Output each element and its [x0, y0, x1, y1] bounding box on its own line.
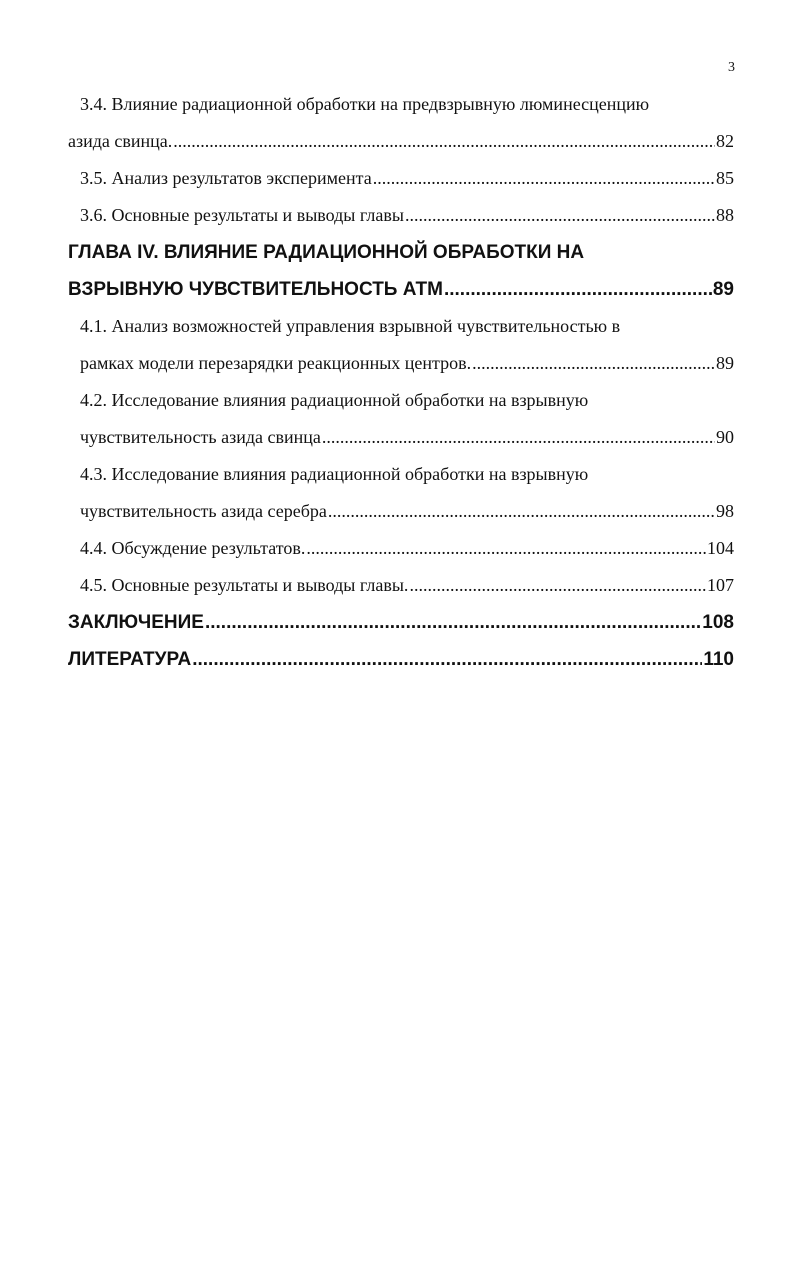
dot-leader	[409, 567, 706, 604]
toc-conclusion	[68, 604, 734, 641]
toc-line	[68, 604, 734, 641]
toc-line	[68, 419, 734, 456]
toc-line	[68, 456, 734, 493]
dot-leader	[373, 160, 715, 197]
toc-line	[68, 271, 734, 308]
toc-entry-4-3	[68, 456, 734, 530]
dot-leader	[444, 271, 712, 308]
dot-leader	[472, 345, 715, 382]
toc-line	[68, 86, 734, 123]
toc-literature	[68, 641, 734, 678]
dot-leader	[205, 604, 701, 641]
toc-page-ref: 82	[716, 131, 734, 151]
toc-line	[68, 345, 734, 382]
toc-line	[68, 123, 734, 160]
toc-entry-4-2	[68, 382, 734, 456]
toc-entry-title-continued: рамках модели перезарядки реакционных центров.	[80, 353, 472, 373]
dot-leader	[322, 419, 715, 456]
toc-line	[68, 641, 734, 678]
toc-chapter-title: ЗАКЛЮЧЕНИЕ	[68, 612, 204, 633]
toc-entry-title: 4.2. Исследование влияния радиационной обработки на взрывную	[80, 390, 589, 410]
toc-entry-title: 3.6. Основные результаты и выводы главы	[80, 205, 404, 225]
toc-entry-title: 4.5. Основные результаты и выводы главы.	[80, 575, 409, 595]
toc-entry-title-continued: чувствительность азида свинца	[80, 427, 321, 447]
toc-entry-title: 4.3. Исследование влияния радиационной обработки на взрывную	[80, 464, 589, 484]
toc-page-ref: 107	[707, 575, 734, 595]
toc-entry-title: 4.1. Анализ возможностей управления взрывной чувствительностью в	[80, 316, 621, 336]
toc-entry-4-1	[68, 308, 734, 382]
toc-chapter-title: ГЛАВА IV. ВЛИЯНИЕ РАДИАЦИОННОЙ ОБРАБОТКИ НА	[68, 242, 585, 263]
toc-entry-3-4	[68, 86, 734, 160]
toc-page-ref: 108	[702, 612, 734, 633]
toc-chapter-title: ЛИТЕРАТУРА	[68, 649, 192, 670]
toc-line	[68, 567, 734, 604]
toc-chapter-4	[68, 234, 734, 308]
dot-leader	[328, 493, 715, 530]
toc-page-ref: 89	[716, 353, 734, 373]
toc-entry-title: 3.4. Влияние радиационной обработки на предвзрывную люминесценцию	[80, 94, 650, 114]
toc-line	[68, 160, 734, 197]
dot-leader	[306, 530, 706, 567]
toc-entry-4-4	[68, 530, 734, 567]
toc-entry-title: 4.4. Обсуждение результатов.	[80, 538, 306, 558]
toc-page-ref: 110	[703, 649, 734, 670]
dot-leader	[405, 197, 715, 234]
toc-entry-3-5	[68, 160, 734, 197]
toc-page-ref: 104	[707, 538, 734, 558]
toc-page-ref: 98	[716, 501, 734, 521]
toc-entry-4-5	[68, 567, 734, 604]
toc-line	[68, 382, 734, 419]
toc-line	[68, 493, 734, 530]
table-of-contents	[68, 86, 734, 678]
toc-entry-title-continued: азида свинца.	[68, 131, 173, 151]
toc-line	[68, 197, 734, 234]
dot-leader	[192, 641, 702, 678]
toc-page-ref: 89	[712, 279, 734, 300]
toc-entry-3-6	[68, 197, 734, 234]
dot-leader	[173, 123, 715, 160]
toc-line	[68, 308, 734, 345]
toc-page-ref: 85	[716, 168, 734, 188]
toc-entry-title-continued: чувствительность азида серебра	[80, 501, 327, 521]
toc-line	[68, 530, 734, 567]
toc-page-ref: 90	[716, 427, 734, 447]
toc-line	[68, 234, 734, 271]
toc-chapter-title-continued: ВЗРЫВНУЮ ЧУВСТВИТЕЛЬНОСТЬ АТМ	[68, 279, 443, 300]
page-number: 3	[728, 60, 735, 75]
toc-entry-title: 3.5. Анализ результатов эксперимента	[80, 168, 372, 188]
toc-page-ref: 88	[716, 205, 734, 225]
